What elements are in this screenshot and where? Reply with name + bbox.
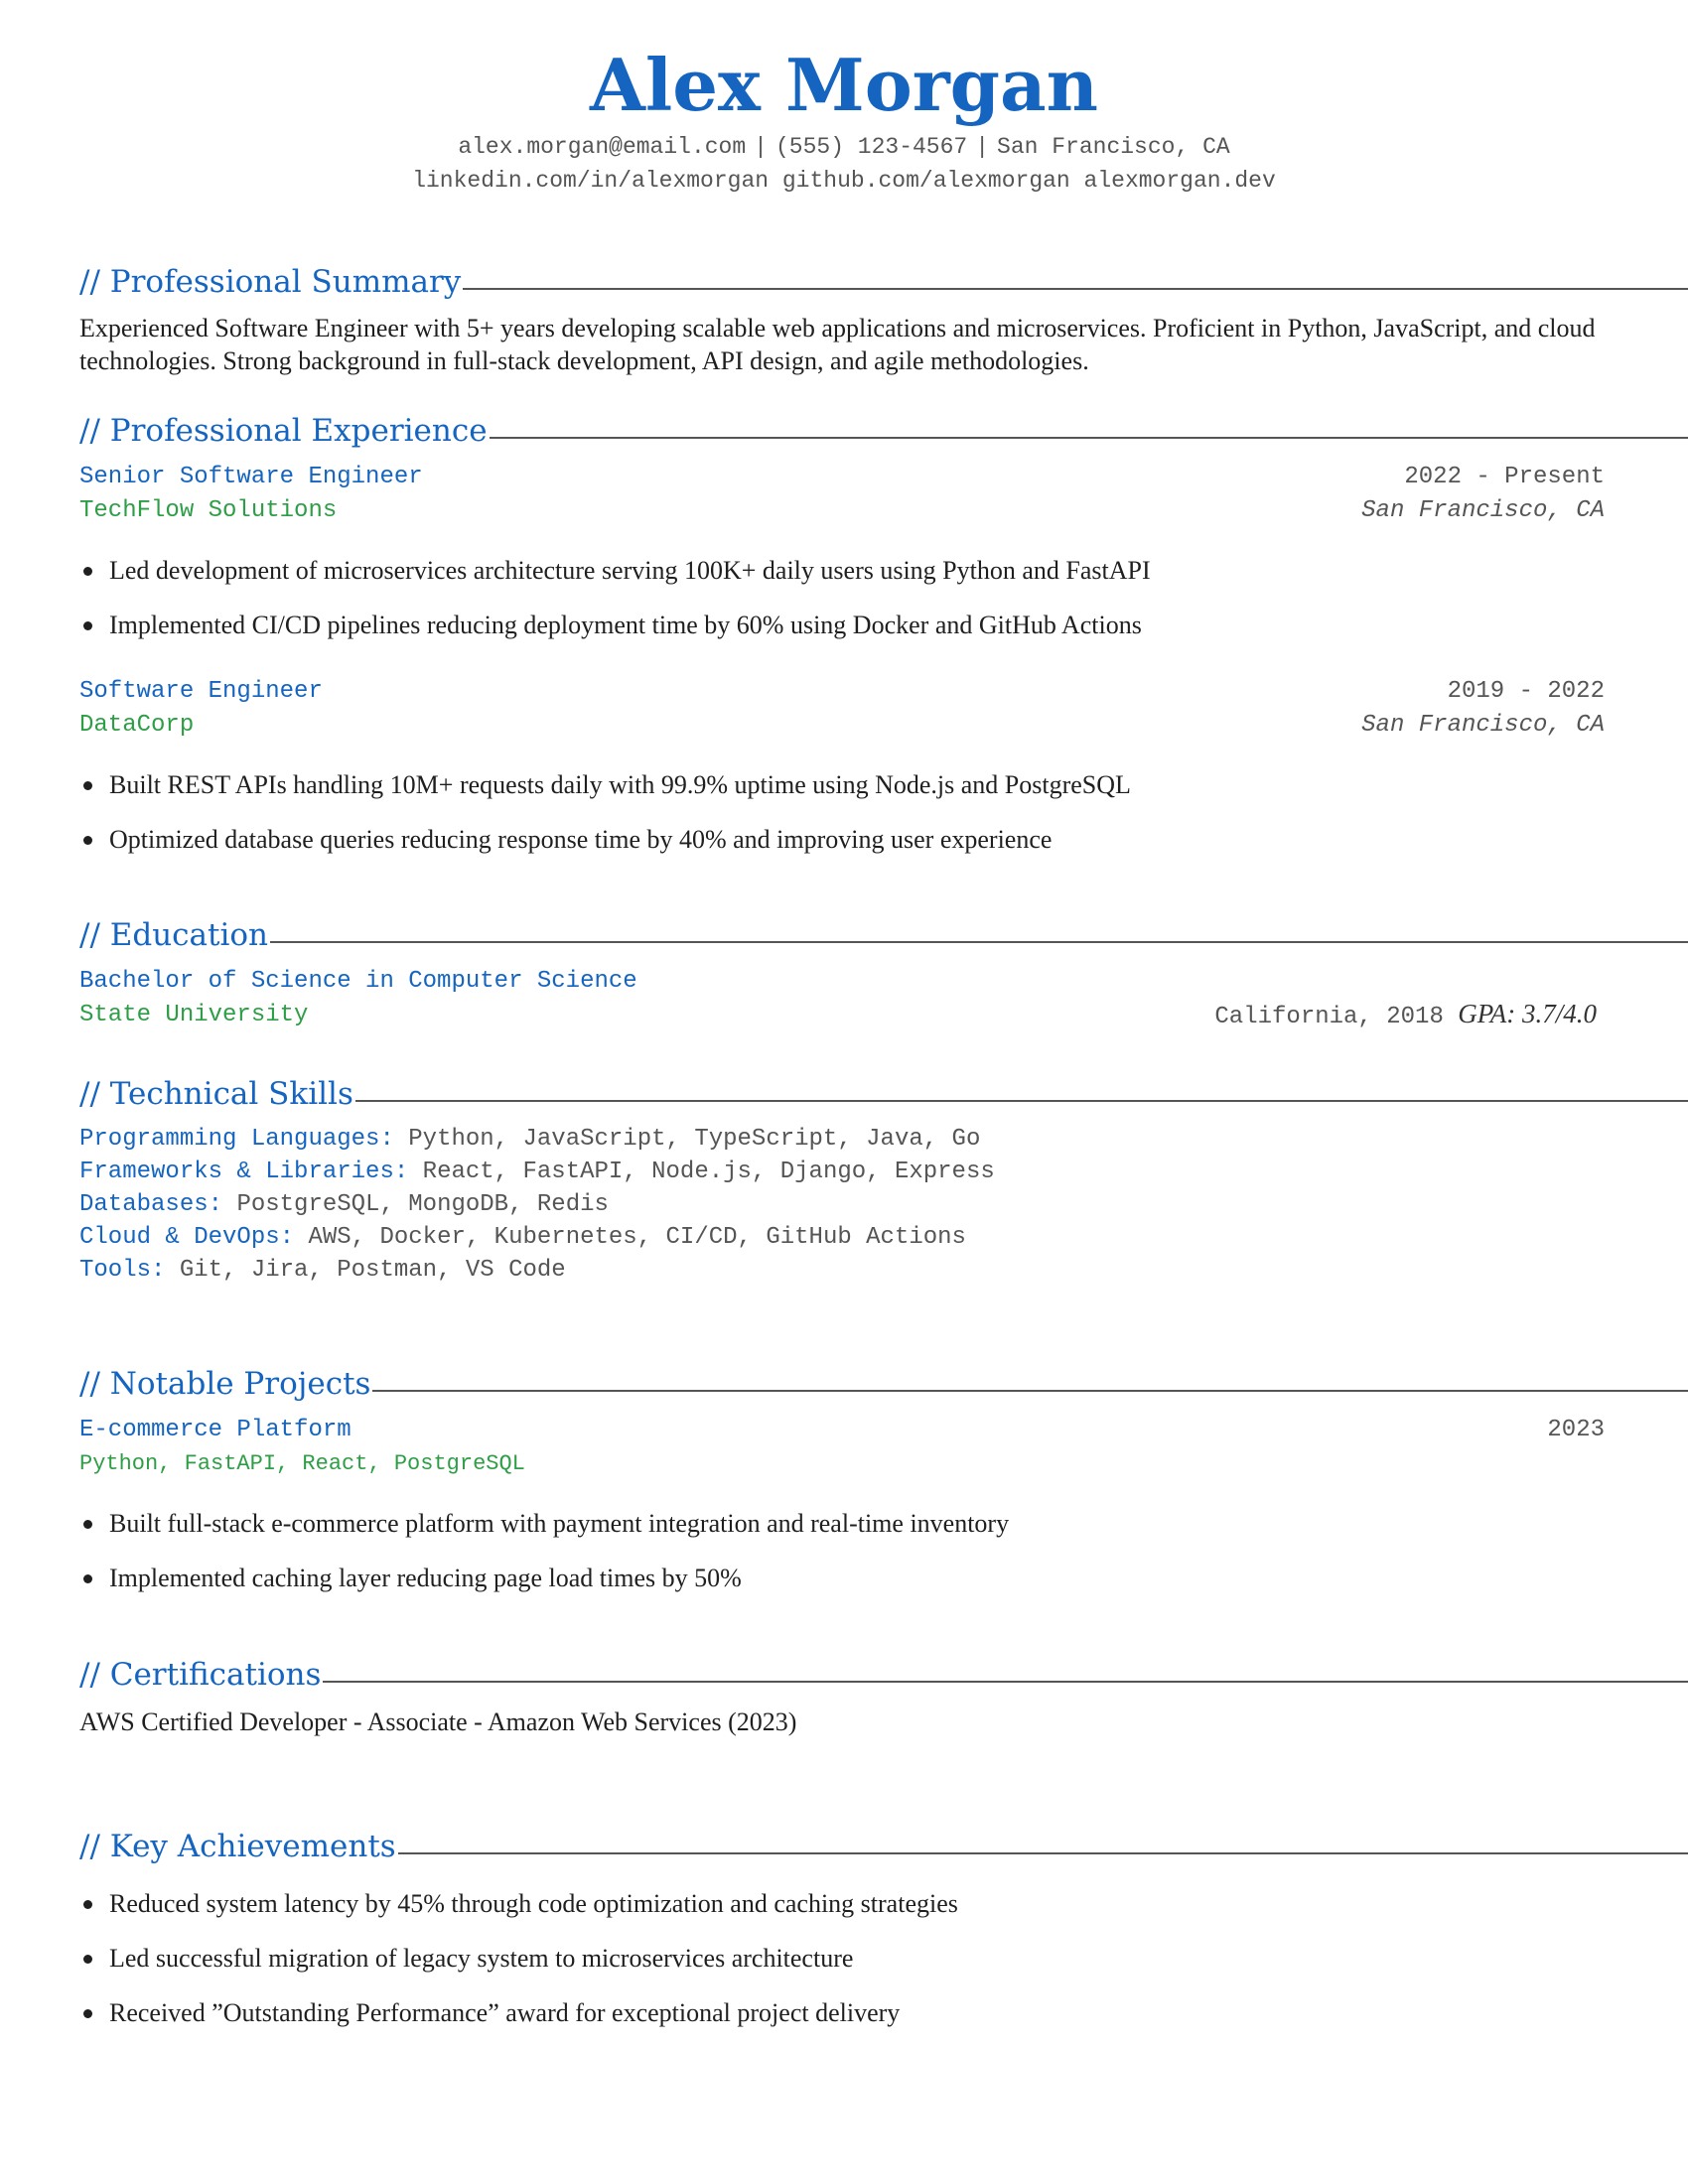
linkedin-link[interactable]: linkedin.com/in/alexmorgan: [412, 168, 770, 194]
job-role: Senior Software Engineer: [79, 463, 423, 490]
list-item: [83, 1887, 1613, 1921]
section-title: // Professional Experience: [79, 413, 488, 449]
section-divider: [490, 437, 1688, 439]
project-tech-row: [79, 1446, 1605, 1480]
section-title: // Notable Projects: [79, 1366, 371, 1402]
list-item: [83, 823, 1613, 857]
github-link[interactable]: github.com/alexmorgan: [781, 168, 1070, 194]
summary-text: Experienced Software Engineer with 5+ years developing scalable web applications and microservices. Proficient in Python, JavaScript, and cloud technologies. Strong background in full-stack development, API design, and agile methodologies.: [79, 314, 1596, 375]
contact-line-primary: [0, 131, 1688, 163]
bullet-text: Built REST APIs handling 10M+ requests daily with 99.9% uptime using Node.js and PostgreSQL: [109, 770, 1131, 799]
bullet-icon: [83, 1520, 92, 1529]
job-header-row: [79, 674, 1605, 708]
contact-line-links: [0, 165, 1688, 197]
section-heading-certifications: [79, 1653, 1688, 1697]
bullet-text: Implemented CI/CD pipelines reducing deployment time by 60% using Docker and GitHub Actions: [109, 611, 1142, 639]
skill-category: Programming Languages:: [79, 1126, 394, 1153]
bullet-icon: [83, 781, 92, 790]
project-year: 2023: [1547, 1416, 1605, 1443]
education-school-row: [79, 998, 1597, 1031]
section-title: // Professional Summary: [79, 264, 462, 300]
certification-text: AWS Certified Developer - Associate - Amazon Web Services (2023): [79, 1707, 797, 1736]
bullet-icon: [83, 1955, 92, 1964]
education-meta: [1214, 999, 1597, 1030]
section-heading-summary: [79, 260, 1688, 304]
section-heading-achievements: [79, 1825, 1688, 1868]
list-item: [83, 1942, 1613, 1976]
bullet-text: Led successful migration of legacy system to microservices architecture: [109, 1944, 854, 1973]
skill-row: [79, 1188, 609, 1221]
contact-separator: |: [754, 134, 768, 160]
bullet-icon: [83, 567, 92, 576]
gpa-text: GPA: 3.7/4.0: [1458, 999, 1597, 1028]
skill-row: [79, 1221, 966, 1254]
bullet-text: Implemented caching layer reducing page load times by 50%: [109, 1564, 742, 1592]
list-item: [83, 609, 1613, 642]
list-item: [83, 554, 1613, 588]
job-role: Software Engineer: [79, 677, 323, 705]
project-header-row: [79, 1413, 1605, 1446]
skill-row: [79, 1123, 980, 1156]
bullet-text: Led development of microservices architecture serving 100K+ daily users using Python and FastAPI: [109, 556, 1151, 585]
section-heading-skills: [79, 1072, 1688, 1116]
skill-values: PostgreSQL, MongoDB, Redis: [236, 1191, 609, 1218]
job-company-row: [79, 708, 1605, 742]
skill-category: Frameworks & Libraries:: [79, 1159, 409, 1185]
education-degree-row: [79, 964, 1605, 998]
bullet-text: Reduced system latency by 45% through code optimization and caching strategies: [109, 1889, 958, 1918]
section-divider: [355, 1100, 1688, 1102]
job-company: TechFlow Solutions: [79, 496, 338, 524]
skill-row: [79, 1254, 566, 1287]
section-title: // Key Achievements: [79, 1829, 396, 1864]
bullet-icon: [83, 2009, 92, 2018]
job-location: San Francisco, CA: [1361, 711, 1605, 739]
skill-values: Python, JavaScript, TypeScript, Java, Go: [408, 1126, 981, 1153]
website-link[interactable]: alexmorgan.dev: [1083, 168, 1276, 194]
email-text: alex.morgan@email.com: [458, 134, 747, 160]
list-item: [83, 1996, 1613, 2030]
education-place-year: California, 2018: [1214, 1004, 1444, 1030]
job-company: DataCorp: [79, 711, 195, 739]
bullet-icon: [83, 621, 92, 630]
job-company-row: [79, 493, 1605, 527]
bullet-icon: [83, 1574, 92, 1583]
skill-values: React, FastAPI, Node.js, Django, Express: [422, 1159, 995, 1185]
section-divider: [323, 1681, 1688, 1683]
degree-name: Bachelor of Science in Computer Science: [79, 967, 637, 995]
project-tech: Python, FastAPI, React, PostgreSQL: [79, 1450, 525, 1476]
section-heading-projects: [79, 1362, 1688, 1406]
section-divider: [372, 1390, 1688, 1392]
bullet-text: Received ”Outstanding Performance” award for exceptional project delivery: [109, 1998, 901, 2027]
skill-category: Tools:: [79, 1257, 166, 1284]
job-location: San Francisco, CA: [1361, 496, 1605, 524]
section-title: // Certifications: [79, 1657, 322, 1693]
section-heading-experience: [79, 409, 1688, 453]
section-title: // Education: [79, 917, 269, 953]
section-title: // Technical Skills: [79, 1076, 353, 1112]
list-item: [83, 1507, 1613, 1541]
bullet-text: Optimized database queries reducing response time by 40% and improving user experience: [109, 825, 1053, 854]
location-text: San Francisco, CA: [997, 134, 1230, 160]
bullet-icon: [83, 1900, 92, 1909]
bullet-text: Built full-stack e-commerce platform with payment integration and real-time inventory: [109, 1509, 1010, 1538]
skill-row: [79, 1156, 995, 1188]
skill-category: Cloud & DevOps:: [79, 1224, 295, 1251]
section-divider: [463, 288, 1688, 290]
job-header-row: [79, 460, 1605, 493]
bullet-icon: [83, 836, 92, 845]
section-divider: [398, 1852, 1688, 1854]
job-dates: 2022 - Present: [1404, 463, 1605, 490]
project-name: E-commerce Platform: [79, 1416, 352, 1443]
contact-separator: |: [975, 134, 990, 160]
candidate-name: Alex Morgan: [589, 43, 1098, 127]
skill-values: AWS, Docker, Kubernetes, CI/CD, GitHub Actions: [308, 1224, 966, 1251]
job-dates: 2019 - 2022: [1447, 677, 1605, 705]
list-item: [83, 1562, 1613, 1595]
school-name: State University: [79, 1001, 309, 1028]
phone-text: (555) 123-4567: [774, 134, 968, 160]
skill-values: Git, Jira, Postman, VS Code: [179, 1257, 566, 1284]
section-divider: [270, 941, 1688, 943]
list-item: [83, 768, 1613, 802]
skill-category: Databases:: [79, 1191, 223, 1218]
section-heading-education: [79, 913, 1688, 957]
